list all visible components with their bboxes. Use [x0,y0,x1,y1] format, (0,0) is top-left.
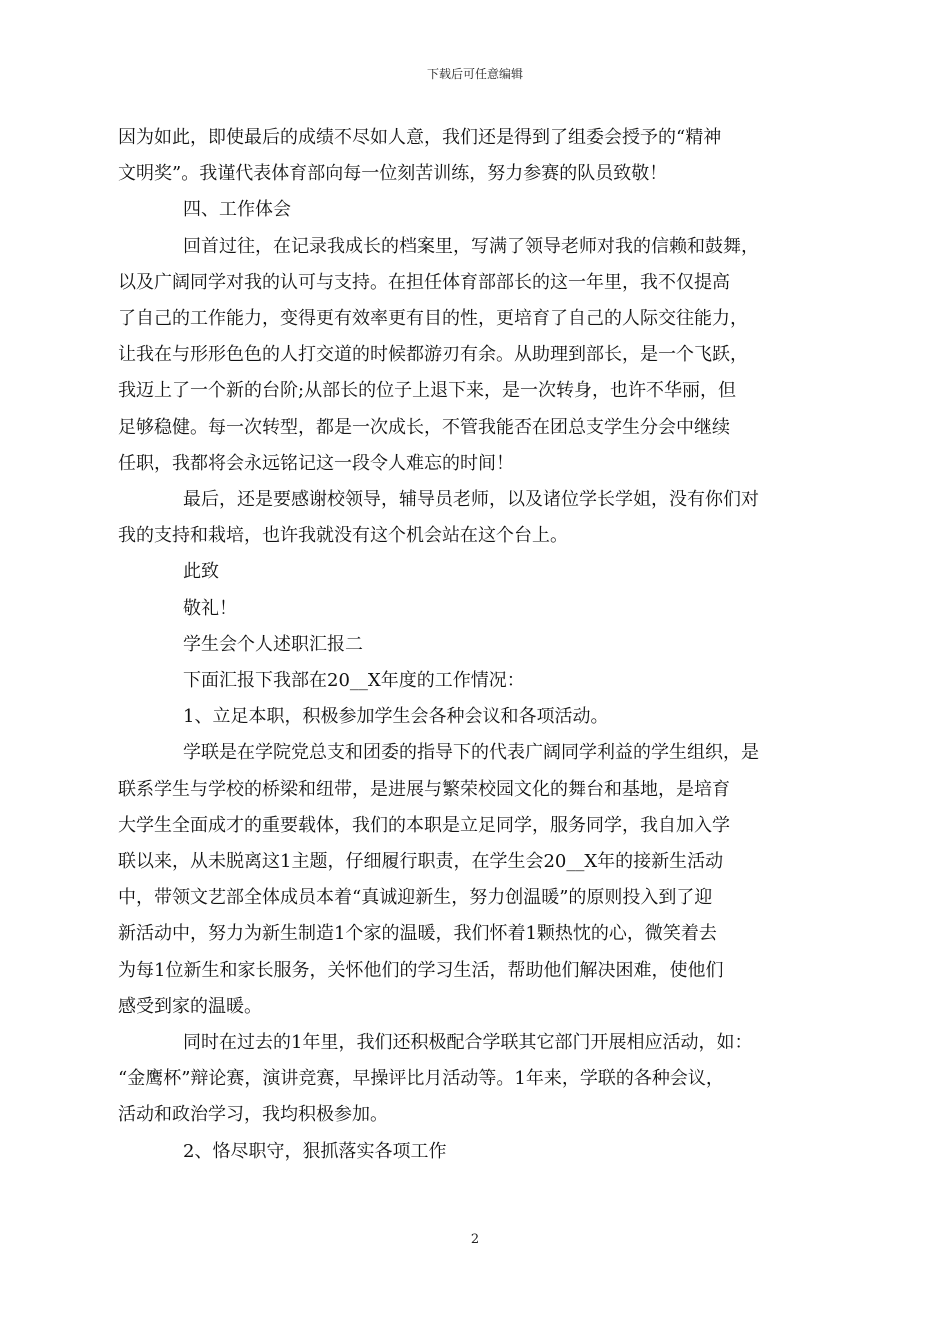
text-line: 为每1位新生和家长服务，关怀他们的学习生活，帮助他们解决困难，使他们 [118,959,724,981]
text-line: 2、恪尽职守，狠抓落实各项工作 [183,1140,447,1162]
text-line: 我的支持和栽培，也许我就没有这个机会站在这个台上。 [118,525,568,547]
page-number: 2 [470,1232,480,1247]
text-line: 四、工作体会 [183,199,291,221]
text-line: 大学生全面成才的重要载体，我们的本职是立足同学，服务同学，我自加入学 [118,814,730,836]
page-header: 下载后可任意编辑 [426,67,523,81]
text-line: 最后，还是要感谢校领导，辅导员老师，以及诸位学长学姐，没有你们对 [183,489,759,511]
text-line: 同时在过去的1年里，我们还积极配合学联其它部门开展相应活动，如： [183,1032,753,1054]
text-line: 了自己的工作能力，变得更有效率更有目的性，更培育了自己的人际交往能力， [118,308,748,330]
text-line: 活动和政治学习，我均积极参加。 [118,1104,388,1126]
text-line: 文明奖”。我谨代表体育部向每一位刻苦训练，努力参赛的队员致敬！ [118,163,668,185]
text-line: 学生会个人述职汇报二 [183,633,363,655]
text-line: 1、立足本职，积极参加学生会各种会议和各项活动。 [183,706,609,728]
text-line: 以及广阔同学对我的认可与支持。在担任体育部部长的这一年里，我不仅提高 [118,271,730,293]
text-line: 感受到家的温暖。 [118,995,262,1017]
text-line: 联以来，从未脱离这1主题，仔细履行职责，在学生会20__X年的接新生活动 [118,851,724,873]
text-line: 新活动中，努力为新生制造1个家的温暖，我们怀着1颗热忱的心，微笑着去 [118,923,717,945]
text-line: 因为如此，即使最后的成绩不尽如人意，我们还是得到了组委会授予的“精神 [118,127,722,148]
text-line: 中，带领文艺部全体成员本着“真诚迎新生，努力创温暖”的原则投入到了迎 [118,887,713,909]
text-line: 足够稳健。每一次转型，都是一次成长，不管我能否在团总支学生分会中继续 [118,416,730,438]
text-line: 联系学生与学校的桥梁和纽带，是进展与繁荣校园文化的舞台和基地，是培育 [118,778,730,800]
text-line: 回首过往，在记录我成长的档案里，写满了领导老师对我的信赖和鼓舞， [183,235,759,257]
text-line: 此致 [183,561,219,583]
text-line: 让我在与形形色色的人打交道的时候都游刃有余。从助理到部长，是一个飞跃， [118,344,748,366]
text-line: 学联是在学院党总支和团委的指导下的代表广阔同学利益的学生组织，是 [183,742,759,764]
text-line: 任职，我都将会永远铭记这一段令人难忘的时间！ [118,452,514,474]
document-body [118,120,834,1170]
text-line: 我迈上了一个新的台阶;从部长的位子上退下来，是一次转身，也许不华丽，但 [118,380,737,402]
text-line: 下面汇报下我部在20__X年度的工作情况： [183,670,525,692]
text-line: 敬礼！ [183,597,237,619]
text-line: “金鹰杯”辩论赛，演讲竞赛，早操评比月活动等。1年来，学联的各种会议， [118,1068,724,1090]
